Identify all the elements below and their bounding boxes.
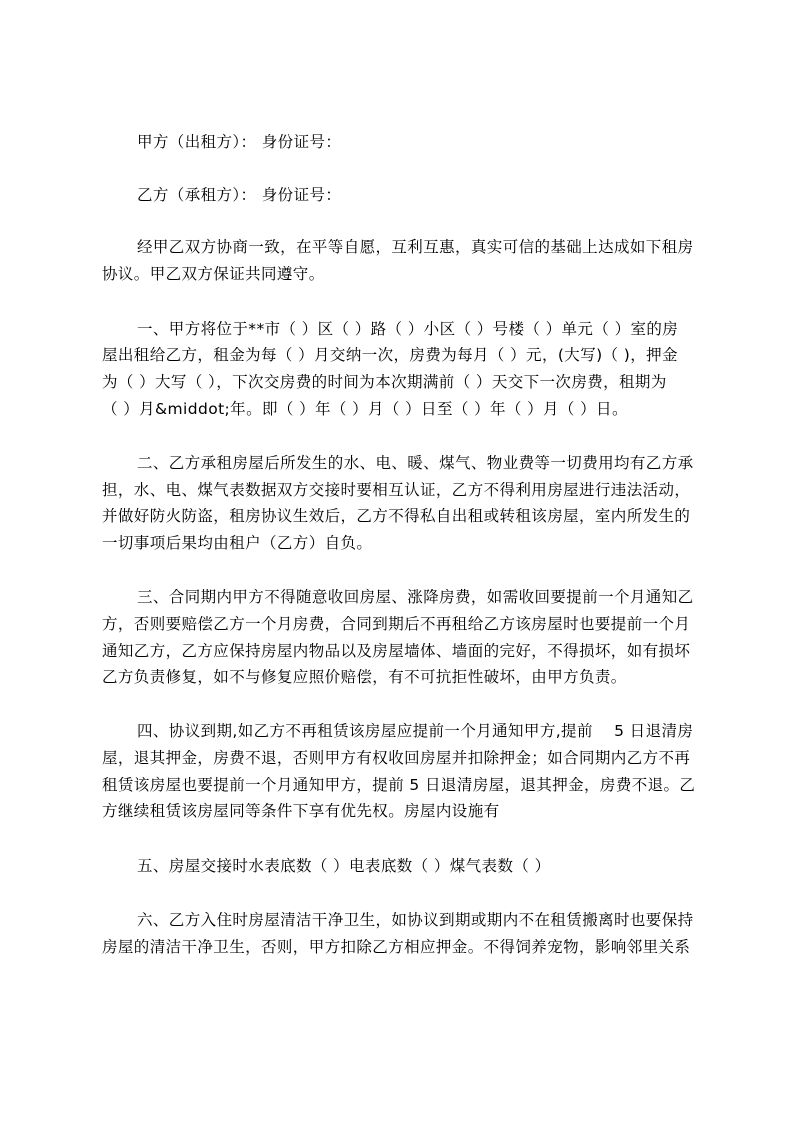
party-a-line: 甲方（出租方）： 身份证号： <box>137 133 342 151</box>
clause-1-line-1: 一、甲方将位于**市（ ）区（ ）路（ ）小区（ ）号楼（ ）单元（ ）室的房 <box>137 320 679 338</box>
clause-3-line-4: 乙方负责修复，如不与修复应照价赔偿，有不可抗拒性破坏，由甲方负责。 <box>102 668 627 686</box>
party-b-line: 乙方（承租方）： 身份证号： <box>137 186 342 204</box>
clause-3-line-1: 三、合同期内甲方不得随意收回房屋、涨降房费，如需收回要提前一个月通知乙 <box>137 588 694 606</box>
clause-2-line-4: 一切事项后果均由租户（乙方）自负。 <box>102 534 373 552</box>
clause-1-line-2: 屋出租给乙方，租金为每（ ）月交纳一次，房费为每月（ ）元，(大写)（ )，押金 <box>102 346 678 364</box>
clause-6-line-2: 房屋的清洁干净卫生，否则，甲方扣除乙方相应押金。不得饲养宠物，影响邻里关系 <box>102 938 691 956</box>
clause-2-line-3: 并做好防火防盗，租房协议生效后，乙方不得私自出租或转租该房屋，室内所发生的 <box>102 507 691 525</box>
clause-1-line-3: 为（ ）大写（ ），下次交房费的时间为本次期满前（ ）天交下一次房费，租期为 <box>102 373 667 391</box>
clause-3-line-2: 方，否则要赔偿乙方一个月房费，合同到期后不再租给乙方该房屋时也要提前一个月 <box>102 615 691 633</box>
intro-line-1: 经甲乙双方协商一致，在平等自愿，互利互惠，真实可信的基础上达成如下租房 <box>137 238 694 256</box>
clause-2-line-2: 担，水、电、煤气表数据双方交接时要相互认证，乙方不得利用房屋进行违法活动， <box>102 481 691 499</box>
clause-4-line-1: 四、协议到期,如乙方不再租赁该房屋应提前一个月通知甲方,提前 5 日退清房 <box>137 722 694 740</box>
clause-5-line-1: 五、房屋交接时水表底数（ ）电表底数（ ）煤气表数（ ） <box>137 857 551 875</box>
clause-6-line-1: 六、乙方入住时房屋清洁干净卫生，如协议到期或期内不在租赁搬离时也要保持 <box>137 911 694 929</box>
intro-line-2: 协议。甲乙双方保证共同遵守。 <box>102 265 325 283</box>
clause-3-line-3: 通知乙方，乙方应保持房屋内物品以及房屋墙体、墙面的完好，不得损坏，如有损坏 <box>102 642 691 660</box>
clause-4-line-4: 方继续租赁该房屋同等条件下享有优先权。房屋内设施有 <box>102 802 500 820</box>
clause-4-line-3: 租赁该房屋也要提前一个月通知甲方，提前 5 日退清房屋，退其押金，房费不退。乙 <box>102 776 696 794</box>
clause-4-line-2: 屋，退其押金，房费不退，否则甲方有权收回房屋并扣除押金；如合同期内乙方不再 <box>102 749 691 767</box>
clause-2-line-1: 二、乙方承租房屋后所发生的水、电、暖、煤气、物业费等一切费用均有乙方承 <box>137 454 694 472</box>
clause-1-line-4: （ ）月&middot;年。即（ ）年（ ）月（ ）日至（ ）年（ ）月（ ）日。 <box>102 400 628 418</box>
